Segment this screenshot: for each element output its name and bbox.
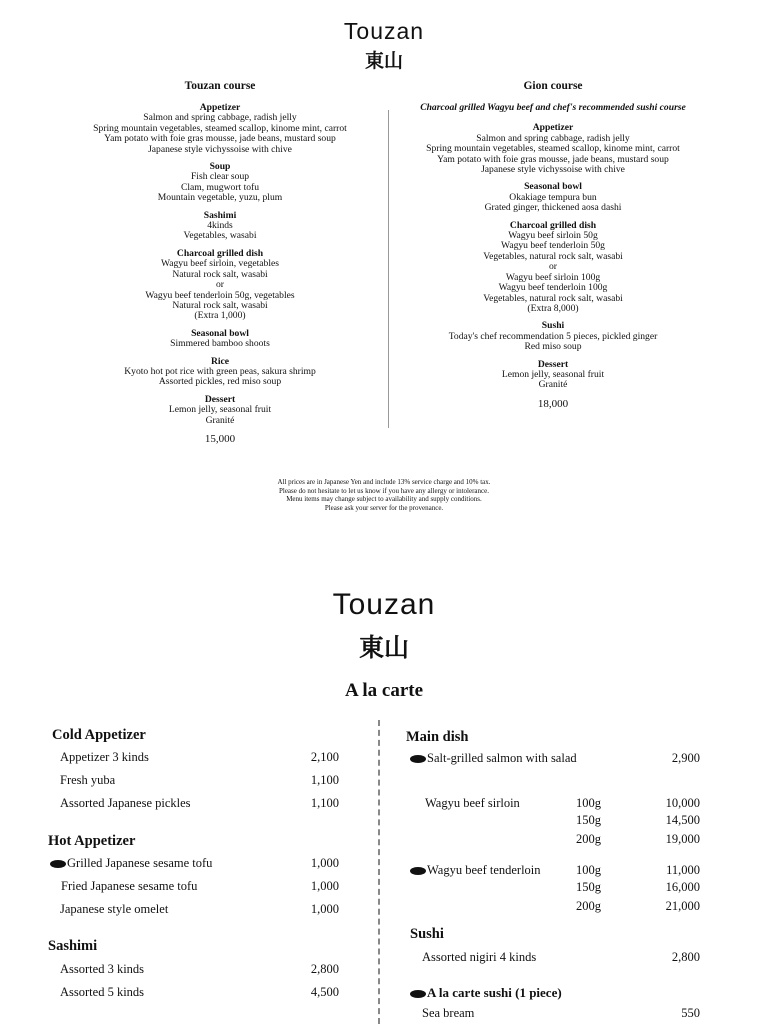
menu-item <box>410 863 700 878</box>
item-price: 2,800 <box>310 962 339 976</box>
item-name: Wagyu beef tenderloin <box>427 863 541 877</box>
menu-item <box>50 856 339 871</box>
item-name: Grilled Japanese sesame tofu <box>67 856 213 870</box>
course-section <box>60 162 380 204</box>
main-dish-heading: Main dish <box>406 729 469 745</box>
course-line: (Extra 8,000) <box>527 302 579 314</box>
course-section <box>393 321 713 352</box>
touzan-course <box>60 80 380 444</box>
section-heading: Charcoal grilled dish <box>509 219 597 231</box>
course-section <box>60 357 380 388</box>
course-line: Kyoto hot pot rice with green peas, sakura shrimp <box>124 365 316 377</box>
course-line: Salmon and spring cabbage, radish jelly <box>476 132 630 144</box>
menu-item <box>425 796 700 811</box>
course-line: Assorted pickles, red miso soup <box>158 376 282 388</box>
course-line: Vegetables, wasabi <box>183 230 257 242</box>
logo-touzan-jp: 東山 <box>364 50 403 72</box>
section-heading: Seasonal bowl <box>191 327 249 339</box>
course-line: Today's chef recommendation 5 pieces, pickled ginger <box>448 330 658 342</box>
course-line: Wagyu beef tenderloin 50g, vegetables <box>145 289 295 301</box>
course-line: Salmon and spring cabbage, radish jelly <box>143 112 297 124</box>
course-line: Vegetables, natural rock salt, wasabi <box>483 292 623 304</box>
menu-item <box>60 962 339 977</box>
sushi-heading: Sushi <box>410 926 444 942</box>
course-line: Simmered bamboo shoots <box>170 338 270 350</box>
item-name: Japanese style omelet <box>60 902 169 916</box>
footnotes <box>200 478 568 512</box>
item-price: 2,800 <box>671 950 700 964</box>
footnote-line: Please ask your server for the provenance. <box>324 503 444 512</box>
course-section <box>60 103 380 155</box>
footnote-line: Please do not hesitate to let us know if you have any allergy or intolerance. <box>278 486 489 495</box>
course-line: or <box>549 261 557 273</box>
a-la-carte-sushi-heading <box>410 985 700 1001</box>
course-line: Japanese style vichyssoise with chive <box>481 164 625 176</box>
menu-item <box>60 750 339 765</box>
course-line: or <box>216 279 224 291</box>
course-section <box>393 360 713 391</box>
course-line: Japanese style vichyssoise with chive <box>148 143 292 155</box>
section-heading: Dessert <box>204 393 236 405</box>
section-heading: Soup <box>209 161 231 173</box>
course-subtitle: Charcoal grilled Wagyu beef and chef's recommended sushi course <box>420 102 686 113</box>
cold-appetizer-heading: Cold Appetizer <box>52 727 146 743</box>
course-line: Grated ginger, thickened aosa dashi <box>484 202 622 214</box>
course-line: Fish clear soup <box>190 171 250 183</box>
course-price: 15,000 <box>204 432 236 445</box>
course-divider <box>388 110 389 428</box>
item-price: 1,000 <box>310 879 339 893</box>
course-section <box>60 249 380 322</box>
course-section <box>393 221 713 315</box>
item-name: Wagyu beef sirloin <box>425 796 520 810</box>
item-size: 200g <box>576 832 601 846</box>
course-line: Wagyu beef sirloin 100g <box>505 271 601 283</box>
recommended-mark-icon <box>50 860 66 868</box>
course-title: Gion course <box>523 80 583 92</box>
course-line: Spring mountain vegetables, steamed scallop, kinome mint, carrot <box>93 122 347 134</box>
course-line: Natural rock salt, wasabi <box>172 268 268 280</box>
section-heading: Dessert <box>537 358 569 370</box>
course-line: 4kinds <box>207 220 233 232</box>
section-heading: Appetizer <box>532 122 574 134</box>
section-heading: Charcoal grilled dish <box>176 247 264 259</box>
course-line: Lemon jelly, seasonal fruit <box>501 368 605 380</box>
course-section <box>393 123 713 175</box>
course-section <box>60 395 380 426</box>
item-size: 100g <box>576 863 601 877</box>
item-size: 150g <box>576 813 601 827</box>
item-price: 1,100 <box>310 773 339 787</box>
course-section <box>60 211 380 242</box>
course-line: Natural rock salt, wasabi <box>172 299 268 311</box>
item-name: Assorted 5 kinds <box>60 985 145 999</box>
course-line: Wagyu beef tenderloin 100g <box>498 282 608 294</box>
item-name: Fried Japanese sesame tofu <box>61 879 198 893</box>
item-name: Appetizer 3 kinds <box>60 750 149 764</box>
item-price: 1,000 <box>310 856 339 870</box>
menu-item <box>60 985 339 1000</box>
section-heading: Appetizer <box>199 102 241 113</box>
course-line: Spring mountain vegetables, steamed scallop, kinome mint, carrot <box>426 143 680 155</box>
menu-item <box>60 902 339 917</box>
course-title: Touzan course <box>184 80 256 92</box>
footnote-line: Menu items may change subject to availability and supply conditions. <box>286 495 482 504</box>
item-price: 2,900 <box>671 751 700 765</box>
course-line: Yam potato with foie gras mousse, jade beans, mustard soup <box>104 133 336 145</box>
menu-item <box>422 950 700 965</box>
course-line: Wagyu beef tenderloin 50g <box>501 240 605 252</box>
item-price: 2,100 <box>310 750 339 764</box>
course-line: Granité <box>205 414 235 426</box>
item-price: 1,000 <box>310 902 339 916</box>
item-price: 19,000 <box>665 832 700 846</box>
gion-course <box>393 80 713 409</box>
section-heading: Sashimi <box>203 209 237 221</box>
course-line: Granité <box>538 379 568 391</box>
item-price: 550 <box>681 1006 700 1020</box>
item-size: 100g <box>576 796 601 810</box>
course-line: Okakiage tempura bun <box>509 191 597 203</box>
item-name: Assorted Japanese pickles <box>60 796 191 810</box>
section-heading: Seasonal bowl <box>524 181 582 193</box>
item-price: 14,500 <box>665 813 700 827</box>
menu-item <box>61 879 339 894</box>
course-line: Yam potato with foie gras mousse, jade beans, mustard soup <box>437 153 669 165</box>
item-price: 4,500 <box>310 985 339 999</box>
item-price: 1,100 <box>310 796 339 810</box>
course-line: Lemon jelly, seasonal fruit <box>168 404 272 416</box>
logo-touzan-2: Touzan <box>332 588 436 621</box>
a-la-carte-title: A la carte <box>344 680 424 701</box>
item-price: 16,000 <box>665 880 700 894</box>
item-price: 21,000 <box>665 899 700 913</box>
item-name: Salt-grilled salmon with salad <box>427 751 577 765</box>
sushi-subheading-label: A la carte sushi (1 piece) <box>427 985 562 1000</box>
course-price: 18,000 <box>537 397 569 410</box>
section-heading: Sushi <box>541 320 565 332</box>
item-size: 200g <box>576 899 601 913</box>
column-divider <box>378 720 380 1024</box>
course-line: Vegetables, natural rock salt, wasabi <box>483 250 623 262</box>
course-line: Red miso soup <box>524 341 582 353</box>
menu-item <box>60 773 339 788</box>
course-line: Wagyu beef sirloin, vegetables <box>160 258 280 270</box>
item-name: Assorted nigiri 4 kinds <box>422 950 537 964</box>
logo-touzan: Touzan <box>343 18 425 44</box>
item-size: 150g <box>576 880 601 894</box>
menu-item <box>60 796 339 811</box>
section-heading: Rice <box>210 355 230 367</box>
recommended-mark-icon <box>410 755 426 763</box>
menu-item <box>422 1006 700 1021</box>
hot-appetizer-heading: Hot Appetizer <box>48 833 136 849</box>
item-price: 10,000 <box>665 796 700 810</box>
item-name: Fresh yuba <box>60 773 116 787</box>
course-line: (Extra 1,000) <box>194 310 246 322</box>
recommended-mark-icon <box>410 990 426 998</box>
course-line: Mountain vegetable, yuzu, plum <box>157 192 283 204</box>
item-name: Assorted 3 kinds <box>60 962 145 976</box>
course-section <box>60 329 380 350</box>
footnote-line: All prices are in Japanese Yen and include 13% service charge and 10% tax. <box>277 478 491 486</box>
course-line: Wagyu beef sirloin 50g <box>508 230 598 242</box>
recommended-mark-icon <box>410 867 426 875</box>
item-price: 11,000 <box>666 863 700 877</box>
menu-item <box>410 751 700 766</box>
sashimi-heading: Sashimi <box>48 938 98 954</box>
course-section <box>393 182 713 213</box>
logo-touzan-jp-2: 東山 <box>358 633 409 662</box>
item-name: Sea bream <box>422 1006 475 1020</box>
course-line: Clam, mugwort tofu <box>180 181 260 193</box>
